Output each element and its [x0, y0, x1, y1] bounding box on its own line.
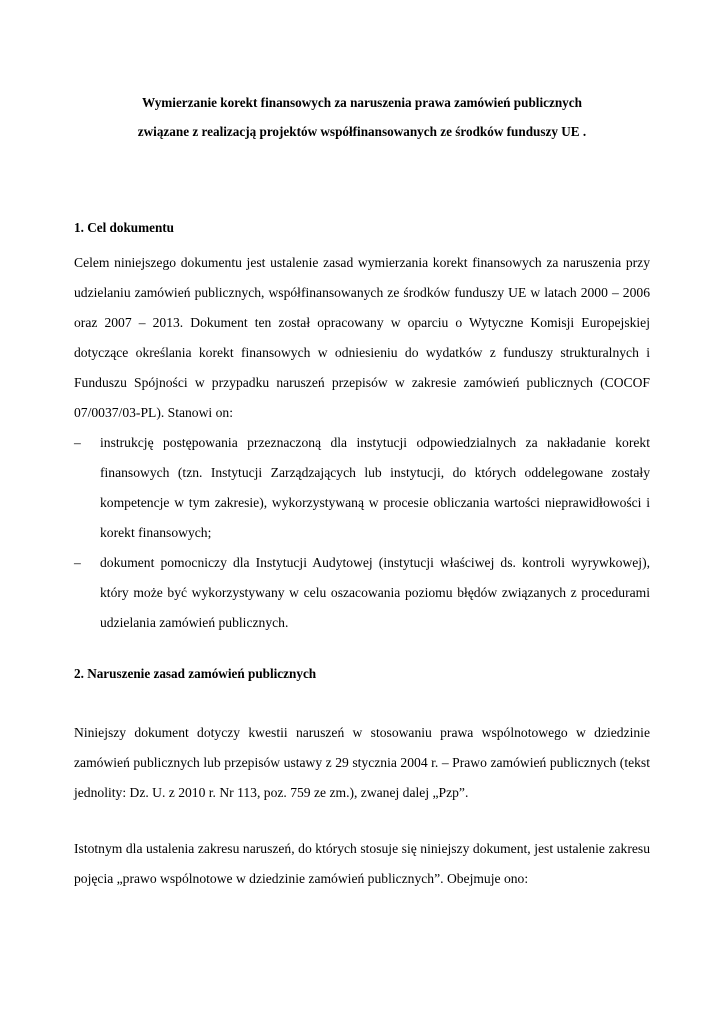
document-title-line-1: Wymierzanie korekt finansowych za naruszenia prawa zamówień publicznych: [142, 95, 582, 110]
list-item-text: dokument pomocniczy dla Instytucji Audytowej (instytucji właściwej ds. kontroli wyrywkowej), który może być wykorzystywany w celu oszacowania poziomu błędów związanych z procedurami udzielania zamówień publicznych.: [100, 555, 650, 630]
document-content: [74, 88, 650, 894]
section-2-heading: 2. Naruszenie zasad zamówień publicznych: [74, 666, 317, 681]
dash-marker-icon: –: [74, 435, 81, 450]
list-item-text: instrukcję postępowania przeznaczoną dla instytucji odpowiedzialnych za nakładanie korekt finansowych (tzn. Instytucji Zarządzających lub instytucji, do których oddelegowane zostały kompetencje w tym zakresie), wykorzystywaną w procesie obliczania wartości nieprawidłowości i korekt finansowych;: [100, 435, 650, 540]
section-1-heading: 1. Cel dokumentu: [74, 220, 175, 235]
section-2-paragraph-1: Niniejszy dokument dotyczy kwestii naruszeń w stosowaniu prawa wspólnotowego w dziedzinie zamówień publicznych lub przepisów ustawy z 29 stycznia 2004 r. – Prawo zamówień publicznych (tekst jednolity: Dz. U. z 2010 r. Nr 113, poz. 759 ze zm.), zwanej dalej „Pzp”.: [74, 725, 650, 800]
section-2-paragraph-2: Istotnym dla ustalenia zakresu naruszeń, do których stosuje się niniejszy dokument, jest ustalenie zakresu pojęcia „prawo wspólnotowe w dziedzinie zamówień publicznych”. Obejmuje ono:: [74, 841, 650, 886]
spacer-between-paragraphs: [74, 808, 650, 834]
spacer-after-heading-2: [74, 684, 650, 718]
document-title-line-2: związane z realizacją projektów współfinansowanych ze środków funduszy UE .: [137, 124, 587, 139]
spacer-before-section-2: [74, 638, 650, 664]
section-1-bullet-list: [74, 428, 650, 638]
dash-marker-icon: –: [74, 555, 81, 570]
spacer-after-title: [74, 146, 650, 218]
list-item: [74, 428, 650, 548]
spacer-after-heading-1: [74, 238, 650, 248]
list-item: [74, 548, 650, 638]
document-title: [74, 88, 650, 146]
section-1-paragraph: Celem niniejszego dokumentu jest ustalenie zasad wymierzania korekt finansowych za naruszenia przy udzielaniu zamówień publicznych, współfinansowanych ze środków funduszy UE w latach 2000 – 2006 oraz 2007 – 2013. Dokument ten został opracowany w oparciu o Wytyczne Komisji Europejskiej dotyczące określania korekt finansowych w odniesieniu do wydatków z funduszy strukturalnych i Funduszu Spójności w przypadku naruszeń przepisów w zakresie zamówień publicznych (COCOF 07/0037/03-PL). Stanowi on:: [74, 255, 650, 420]
